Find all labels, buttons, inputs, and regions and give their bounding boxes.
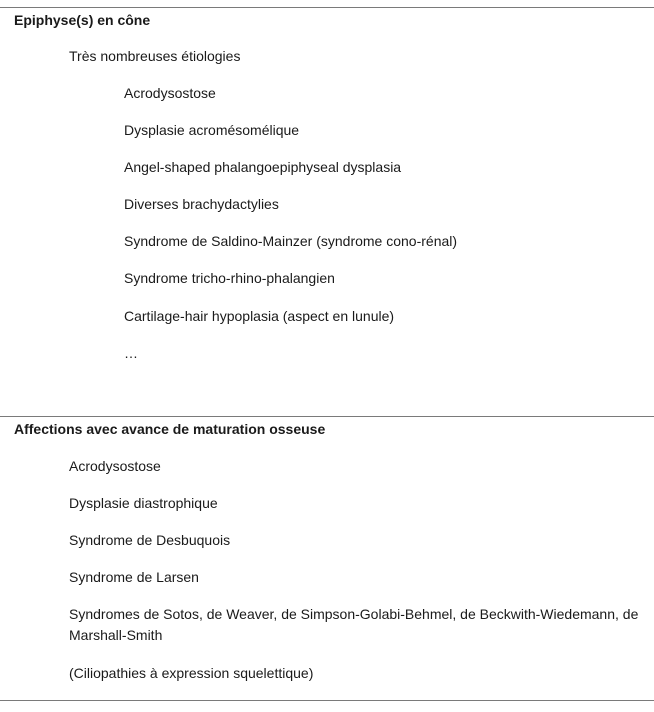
- list-item: Syndrome de Saldino-Mainzer (syndrome cono-rénal): [124, 233, 458, 249]
- list-item: Acrodysostose: [69, 458, 161, 474]
- list-item: Syndrome tricho-rhino-phalangien: [124, 270, 335, 286]
- bottom-rule: [0, 700, 654, 701]
- list-item: …: [124, 345, 138, 361]
- section-divider: [0, 416, 654, 417]
- top-rule: [0, 7, 654, 8]
- list-item: Angel-shaped phalangoepiphyseal dysplasia: [124, 159, 402, 175]
- list-item: Dysplasie diastrophique: [69, 495, 218, 511]
- list-item: Syndrome de Larsen: [69, 569, 199, 585]
- section2-title: Affections avec avance de maturation osseuse: [14, 421, 326, 437]
- list-item: Cartilage-hair hypoplasia (aspect en lunule): [124, 308, 395, 324]
- list-item: Diverses brachydactylies: [124, 196, 279, 212]
- list-item: Acrodysostose: [124, 85, 216, 101]
- list-item: Dysplasie acromésomélique: [124, 122, 300, 138]
- list-item: (Ciliopathies à expression squelettique): [69, 665, 314, 681]
- section1-title: Epiphyse(s) en cône: [14, 12, 151, 28]
- section1-subtitle: Très nombreuses étiologies: [69, 48, 241, 64]
- list-item: Syndromes de Sotos, de Weaver, de Simpson-Golabi-Behmel, de Beckwith-Wiedemann, de Marshall-Smith: [69, 606, 639, 643]
- list-item: Syndrome de Desbuquois: [69, 532, 231, 548]
